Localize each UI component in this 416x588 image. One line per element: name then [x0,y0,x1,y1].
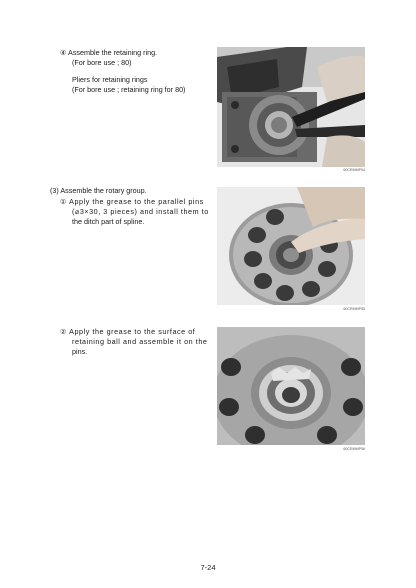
figure1-caption: 60CRMMP54 [343,168,365,172]
photo-retaining-ball-image [217,327,365,445]
photo-retaining-ball [217,327,365,445]
step1-line2: (⌀3×30, 3 pieces) and install them to [72,207,209,216]
photo-retaining-ring-image [217,47,365,167]
step4-title: ④ Assemble the retaining ring. [60,48,158,57]
step4-note1: Pliers for retaining rings [72,75,148,84]
step2-line3: pins. [72,347,88,356]
step2-line2: retaining ball and assemble it on the [72,337,208,346]
photo-parallel-pins-image [217,187,365,305]
step2-line1: ② Apply the grease to the surface of [60,327,196,336]
section3-title: (3) Assemble the rotary group. [50,186,147,195]
page-number: 7-24 [200,563,216,572]
step1-line3: the ditch part of spline. [72,217,145,226]
photo-retaining-ring-assembly [217,47,365,167]
figure3-caption: 60CRMMP56 [343,447,365,451]
figure2-caption: 60CRMMP55 [343,307,365,311]
step4-note2: (For bore use ; retaining ring for 80) [72,85,186,94]
step4-line2: (For bore use ; 80) [72,58,132,67]
step1-line1: ① Apply the grease to the parallel pins [60,197,204,206]
photo-parallel-pins [217,187,365,305]
